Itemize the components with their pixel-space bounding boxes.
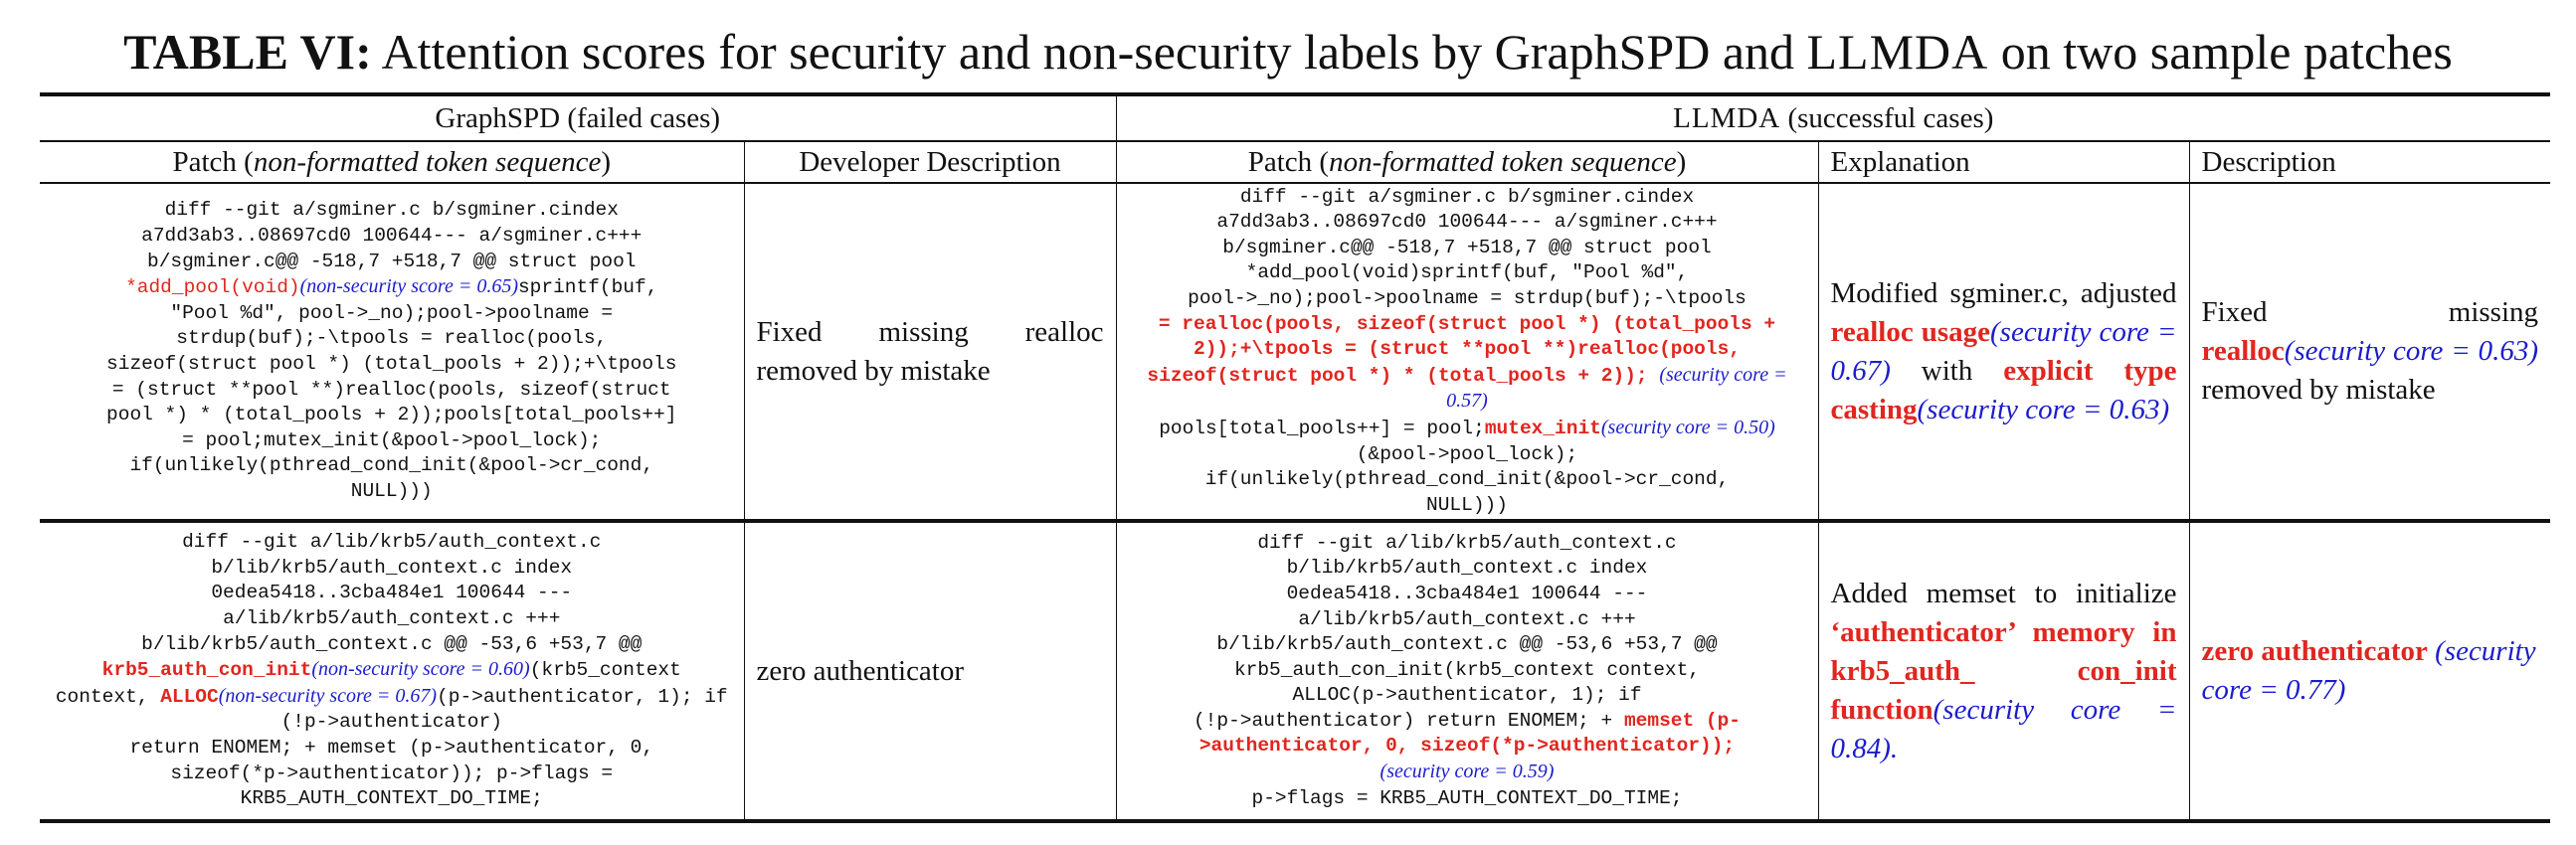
code-fragment: (&pool->pool_lock); xyxy=(1356,442,1578,465)
code-line: krb5_auth_con_init(krb5_context context, xyxy=(1233,658,1701,681)
highlighted-token: ALLOC xyxy=(160,685,219,708)
text: removed by mistake xyxy=(2201,374,2436,406)
row1-llmda-patch xyxy=(1116,183,1818,521)
code-line: sizeof(struct pool *) (total_pools + 2));+\tpools xyxy=(106,353,677,375)
code-line: = (struct **pool **)realloc(pools, sizeof(struct xyxy=(111,378,671,401)
attention-score: (security core = 0.84) xyxy=(1830,693,2177,764)
code-line: b/lib/krb5/auth_context.c @@ -53,6 +53,7 @@ xyxy=(141,632,643,655)
highlighted-token: memset (p->authenticator, 0, sizeof(*p->authenticator)); xyxy=(1198,709,1741,758)
attention-score: (security core = 0.57) xyxy=(1446,363,1787,413)
code-line: NULL))) xyxy=(1426,493,1508,516)
code-fragment: (krb5_context context, xyxy=(55,659,681,708)
code-line: diff --git a/lib/krb5/auth_context.c xyxy=(1257,531,1677,554)
header-patch-suffix-2: ) xyxy=(1676,145,1687,178)
row1-graphspd-patch xyxy=(40,183,744,521)
code-line: *add_pool(void)sprintf(buf, "Pool %d", xyxy=(1245,261,1689,284)
code-fragment: pools[total_pools++] = pool; xyxy=(1159,417,1485,439)
code-line: KRB5_AUTH_CONTEXT_DO_TIME; xyxy=(240,787,543,810)
text: with xyxy=(1890,354,2004,387)
header-patch-prefix: Patch ( xyxy=(172,145,254,178)
code-line: return ENOMEM; + memset (p->authenticator, 0, xyxy=(129,736,654,759)
row2-explanation xyxy=(1818,521,2189,821)
attention-score: (security core = 0.50) xyxy=(1600,416,1775,438)
code-line: diff --git a/lib/krb5/auth_context.c xyxy=(182,531,602,554)
code-line: b/lib/krb5/auth_context.c index xyxy=(211,556,573,579)
code-line: b/lib/krb5/auth_context.c @@ -53,6 +53,7 @@ xyxy=(1216,633,1718,656)
text: . xyxy=(1890,732,1899,764)
code-line: pool *) * (total_pools + 2));pools[total_pools++] xyxy=(106,404,677,426)
row1-description xyxy=(2189,183,2550,521)
header-explanation: Explanation xyxy=(1818,141,2189,183)
caption-llmda: LLMDA xyxy=(1806,24,1989,80)
text: Modified sgminer.c, adjusted xyxy=(1830,276,2177,309)
caption-text-after: on two sample patches xyxy=(1988,24,2453,80)
code-line: b/sgminer.c@@ -518,7 +518,7 @@ struct pool xyxy=(147,250,637,272)
code-line: sizeof(*p->authenticator)); p->flags = xyxy=(170,761,614,784)
code-line: diff --git a/sgminer.c b/sgminer.cindex xyxy=(164,199,619,222)
code-line: p->flags = KRB5_AUTH_CONTEXT_DO_TIME; xyxy=(1251,786,1683,809)
highlighted-phrase: ‘authenticator’ memory in krb5_auth_ con_init function xyxy=(1830,615,2177,726)
code-line: "Pool %d", pool->_no);pool->poolname = xyxy=(170,301,614,324)
code-line: 0edea5418..3cba484e1 100644 --- xyxy=(1286,582,1648,604)
text: Added memset to initialize xyxy=(1830,577,2177,609)
header-description: Description xyxy=(2201,145,2336,178)
caption-label: TABLE VI: xyxy=(123,24,372,80)
code-line: if(unlikely(pthread_cond_init(&pool->cr_cond, xyxy=(129,454,654,477)
header-llmda-patch xyxy=(1116,141,1818,183)
code-fragment: (p->authenticator, 1); if (!p->authenticator) xyxy=(280,685,728,734)
header-patch-prefix-2: Patch ( xyxy=(1247,145,1330,178)
row1-explanation xyxy=(1818,183,2189,521)
row1-developer-description: Fixed missing realloc removed by mistake xyxy=(744,183,1116,521)
code-line-highlight xyxy=(52,274,732,301)
code-line: if(unlikely(pthread_cond_init(&pool->cr_cond, xyxy=(1204,468,1730,491)
code-line: b/lib/krb5/auth_context.c index xyxy=(1286,557,1648,580)
header-llmda-suffix: (successful cases) xyxy=(1780,101,1994,134)
code-highlight-block xyxy=(52,657,732,736)
code-line: = pool;mutex_init(&pool->pool_lock); xyxy=(182,428,602,451)
code-line: a7dd3ab3..08697cd0 100644--- a/sgminer.c+++ xyxy=(141,225,643,248)
attention-score: (security core = 0.77) xyxy=(2201,635,2536,706)
code-line: strdup(buf);-\tpools = realloc(pools, xyxy=(176,327,608,350)
code-line: diff --git a/sgminer.c b/sgminer.cindex xyxy=(1239,185,1695,208)
text: Fixed missing xyxy=(2201,296,2539,328)
header-graphspd-patch xyxy=(40,141,744,183)
code-line: ALLOC(p->authenticator, 1); if xyxy=(1292,684,1642,707)
header-patch-italic: non-formatted token sequence xyxy=(253,145,602,178)
code-highlight-block xyxy=(1129,709,1806,786)
row2-graphspd-patch xyxy=(40,521,744,821)
highlighted-phrase: zero authenticator xyxy=(2201,635,2428,667)
header-llmda-group xyxy=(1116,94,2550,141)
code-line-highlight xyxy=(1129,416,1806,467)
highlighted-token: *add_pool(void) xyxy=(125,276,300,299)
code-line: a7dd3ab3..08697cd0 100644--- a/sgminer.c+++ xyxy=(1216,211,1718,234)
code-line: a/lib/krb5/auth_context.c +++ xyxy=(1298,607,1636,630)
attention-score: (security core = 0.63) xyxy=(1917,393,2170,425)
row2-description xyxy=(2189,521,2550,821)
code-line: a/lib/krb5/auth_context.c +++ xyxy=(223,607,561,630)
attention-scores-table xyxy=(40,92,2550,823)
highlighted-token: mutex_init xyxy=(1484,417,1601,439)
code-line: pool->_no);pool->poolname = strdup(buf);-\tpools xyxy=(1188,287,1747,310)
highlighted-token: krb5_auth_con_init xyxy=(101,659,312,682)
row2-llmda-patch xyxy=(1116,521,1818,821)
code-line: b/sgminer.c@@ -518,7 +518,7 @@ struct pool xyxy=(1222,236,1712,258)
header-llmda-name: LLMDA xyxy=(1673,101,1781,134)
code-highlight-block xyxy=(1129,312,1806,416)
highlighted-phrase: realloc xyxy=(2201,335,2285,367)
header-patch-italic-2: non-formatted token sequence xyxy=(1329,145,1677,178)
code-line: 0edea5418..3cba484e1 100644 --- xyxy=(211,582,573,604)
attention-score: (non-security score = 0.60) xyxy=(311,658,530,681)
header-patch-suffix: ) xyxy=(601,145,612,178)
code-fragment: (!p->authenticator) return ENOMEM; + xyxy=(1193,709,1624,732)
highlighted-token: = realloc(pools, sizeof(struct pool *) (total_pools + 2));+\tpools = (struct **pool **)realloc(pools, sizeof(struct pool *) * (total_pools + 2)); xyxy=(1147,312,1776,387)
attention-score: (security core = 0.63) xyxy=(2284,335,2539,367)
highlighted-phrase: explicit type casting xyxy=(1830,354,2177,425)
caption-text-before: Attention scores for security and non-security labels by GraphSPD and xyxy=(381,24,1807,80)
attention-score: (security core = 0.67) xyxy=(1830,315,2177,387)
code-fragment: sprintf(buf, xyxy=(517,276,658,299)
row2-developer-description: zero authenticator xyxy=(744,521,1116,821)
header-developer-description: Developer Description xyxy=(744,141,1116,183)
attention-score: (non-security score = 0.67) xyxy=(218,684,438,707)
attention-score: (security core = 0.59) xyxy=(1380,760,1555,783)
header-graphspd-group: GraphSPD (failed cases) xyxy=(40,94,1116,141)
attention-score: (non-security score = 0.65) xyxy=(299,275,518,298)
code-line: NULL))) xyxy=(350,479,433,502)
table-caption xyxy=(0,22,2576,82)
highlighted-phrase: realloc usage xyxy=(1830,315,1990,348)
